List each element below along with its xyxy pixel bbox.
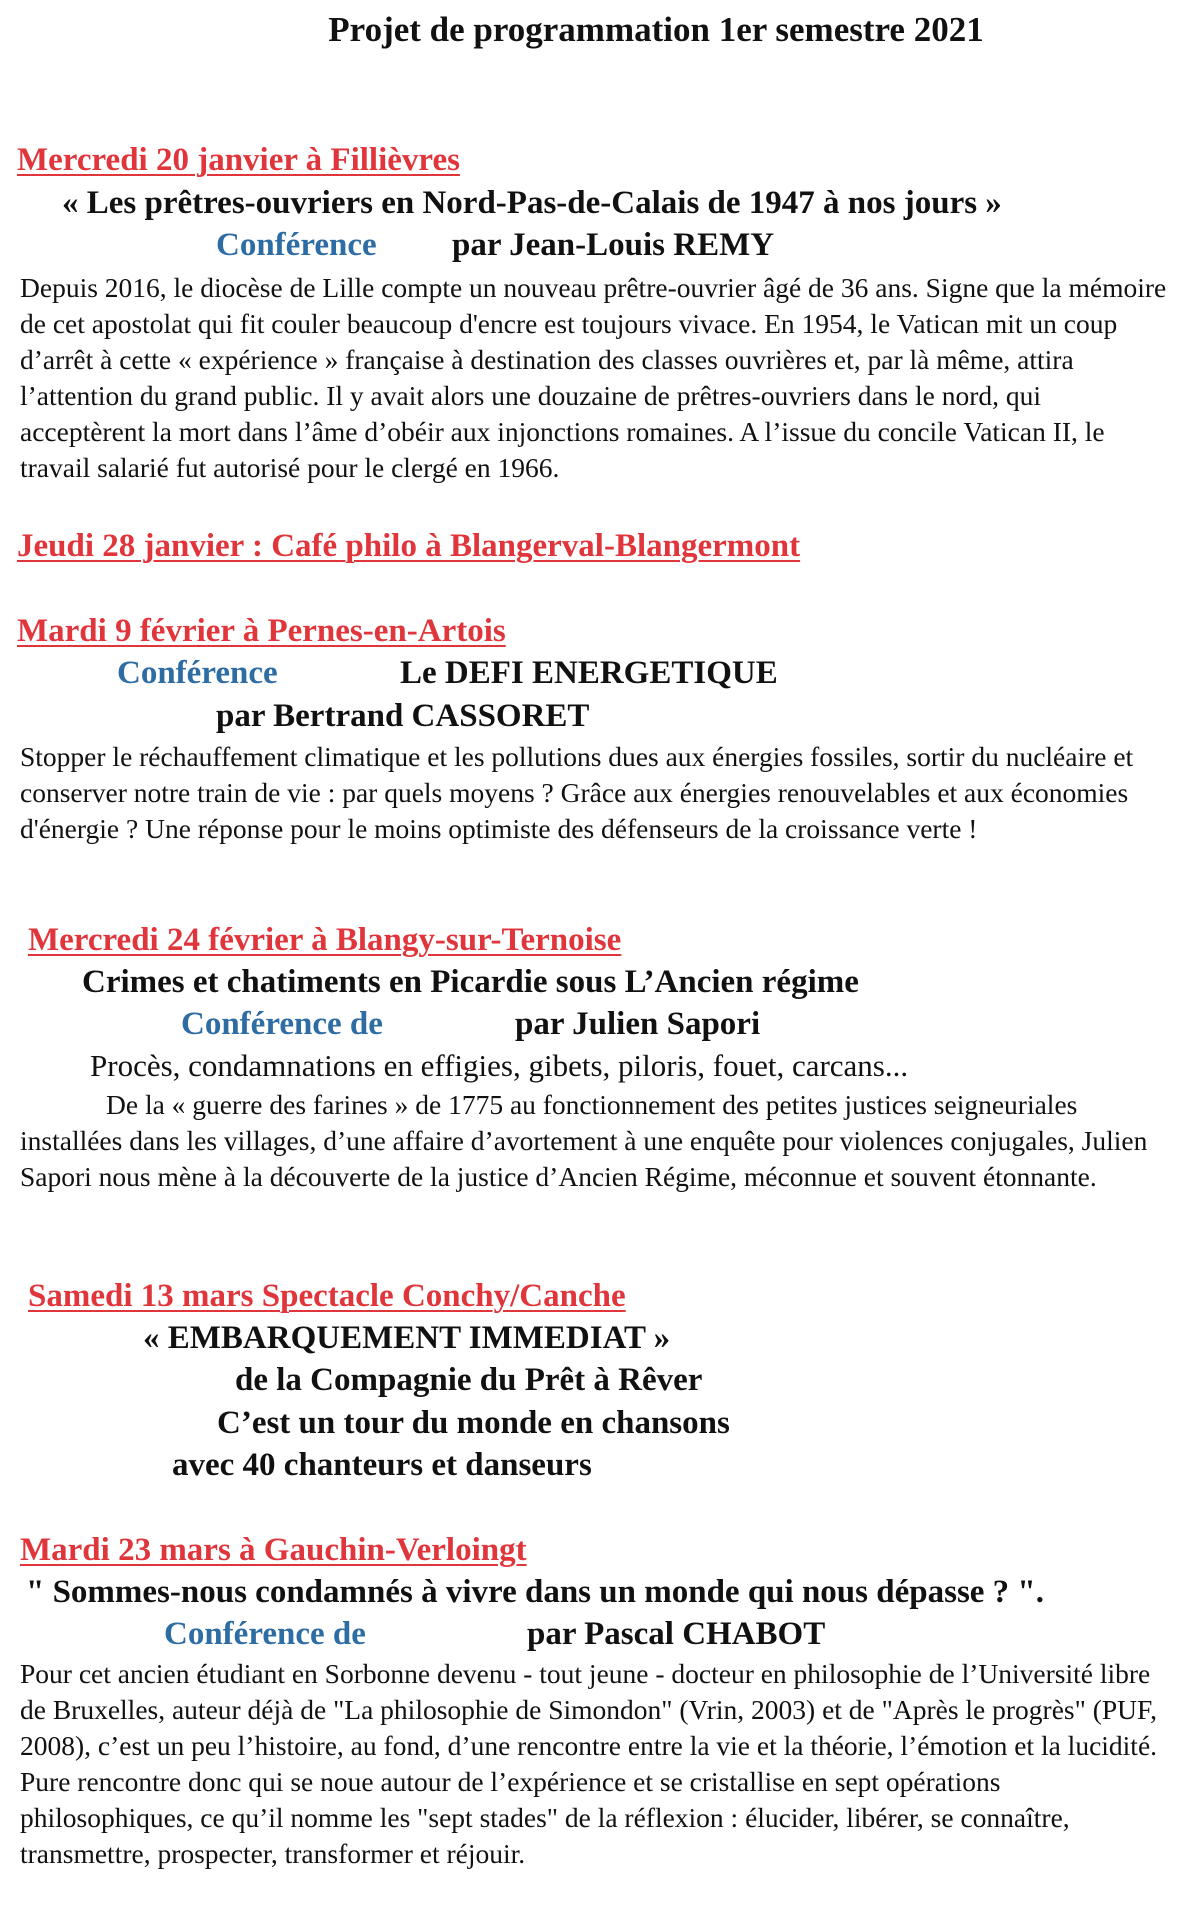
event-description: Pour cet ancien étudiant en Sorbonne devenu - tout jeune - docteur en philosophie de l’Université libre de Bruxelles, auteur déjà de "La philosophie de Simondon" (Vrin, 2003) et de "Après le progrès" (PUF, 2008), c’est un peu l’histoire, au fond, d’une rencontre entre la vie et la théorie, l’émotion et la lucidité. Pure rencontre donc qui se noue autour de l’expérience et se cristallise en sept opérations philosophiques, ce qu’il nomme les "sept stades" de la réflexion : élucider, libérer, se connaître, transmettre, prospecter, transformer et réjouir. [20, 1658, 1158, 1869]
event-subtitle: Procès, condamnations en effigies, gibets, piloris, fouet, carcans... [90, 1048, 909, 1083]
event-date: Samedi 13 mars Spectacle Conchy/Canche [28, 1278, 626, 1314]
event-type: Conférence [117, 655, 278, 691]
event-date: Mardi 23 mars à Gauchin-Verloingt [20, 1532, 527, 1568]
event-headline: « Les prêtres-ouvriers en Nord-Pas-de-Calais de 1947 à nos jours » [62, 185, 1002, 221]
event-type: Conférence [216, 227, 377, 263]
event-headline: " Sommes-nous condamnés à vivre dans un monde qui nous dépasse ? ". [26, 1574, 1045, 1610]
show-performers: avec 40 chanteurs et danseurs [172, 1447, 592, 1483]
show-description: C’est un tour du monde en chansons [217, 1405, 730, 1441]
event-speaker: par Jean-Louis REMY [452, 227, 775, 263]
event-headline: Le DEFI ENERGETIQUE [400, 655, 778, 691]
event-speaker: par Pascal CHABOT [527, 1616, 826, 1652]
event-date: Jeudi 28 janvier : Café philo à Blangerval-Blangermont [17, 528, 801, 564]
show-title: « EMBARQUEMENT IMMEDIAT » [143, 1320, 671, 1356]
event-date: Mercredi 24 février à Blangy-sur-Ternoise [28, 922, 622, 958]
event-speaker: par Julien Sapori [515, 1006, 761, 1042]
event-type: Conférence de [181, 1006, 383, 1042]
event-description: Stopper le réchauffement climatique et les pollutions dues aux énergies fossiles, sortir du nucléaire et conserver notre train de vie : par quels moyens ? Grâce aux énergies renouvelables et aux économies d'énergie ? Une réponse pour le moins optimiste des défenseurs de la croissance verte ! [20, 741, 1134, 844]
event-description: De la « guerre des farines » de 1775 au fonctionnement des petites justices seigneuriales installées dans les villages, d’une affaire d’avortement à une enquête pour violences conjugales, Julien Sapori nous mène à la découverte de la justice d’Ancien Régime, méconnue et souvent étonnante. [20, 1089, 1148, 1192]
event-headline: Crimes et chatiments en Picardie sous L’Ancien régime [82, 964, 859, 1000]
show-company: de la Compagnie du Prêt à Rêver [235, 1362, 703, 1398]
event-description: Depuis 2016, le diocèse de Lille compte un nouveau prêtre-ouvrier âgé de 36 ans. Signe que la mémoire de cet apostolat qui fit couler beaucoup d'encre est toujours vivace. En 1954, le Vatican mit un coup d’arrêt à cette « expérience » française à destination des classes ouvrières et, par là même, attira l’attention du grand public. Il y avait alors une douzaine de prêtres-ouvriers dans le nord, qui acceptèrent la mort dans l’âme d’obéir aux injonctions romaines. A l’issue du concile Vatican II, le travail salarié fut autorisé pour le clergé en 1966. [20, 272, 1167, 483]
page-title: Projet de programmation 1er semestre 2021 [328, 10, 984, 49]
event-date: Mercredi 20 janvier à Fillièvres [17, 142, 460, 178]
event-type: Conférence de [164, 1616, 366, 1652]
event-speaker: par Bertrand CASSORET [216, 698, 590, 734]
event-date: Mardi 9 février à Pernes-en-Artois [17, 613, 506, 649]
